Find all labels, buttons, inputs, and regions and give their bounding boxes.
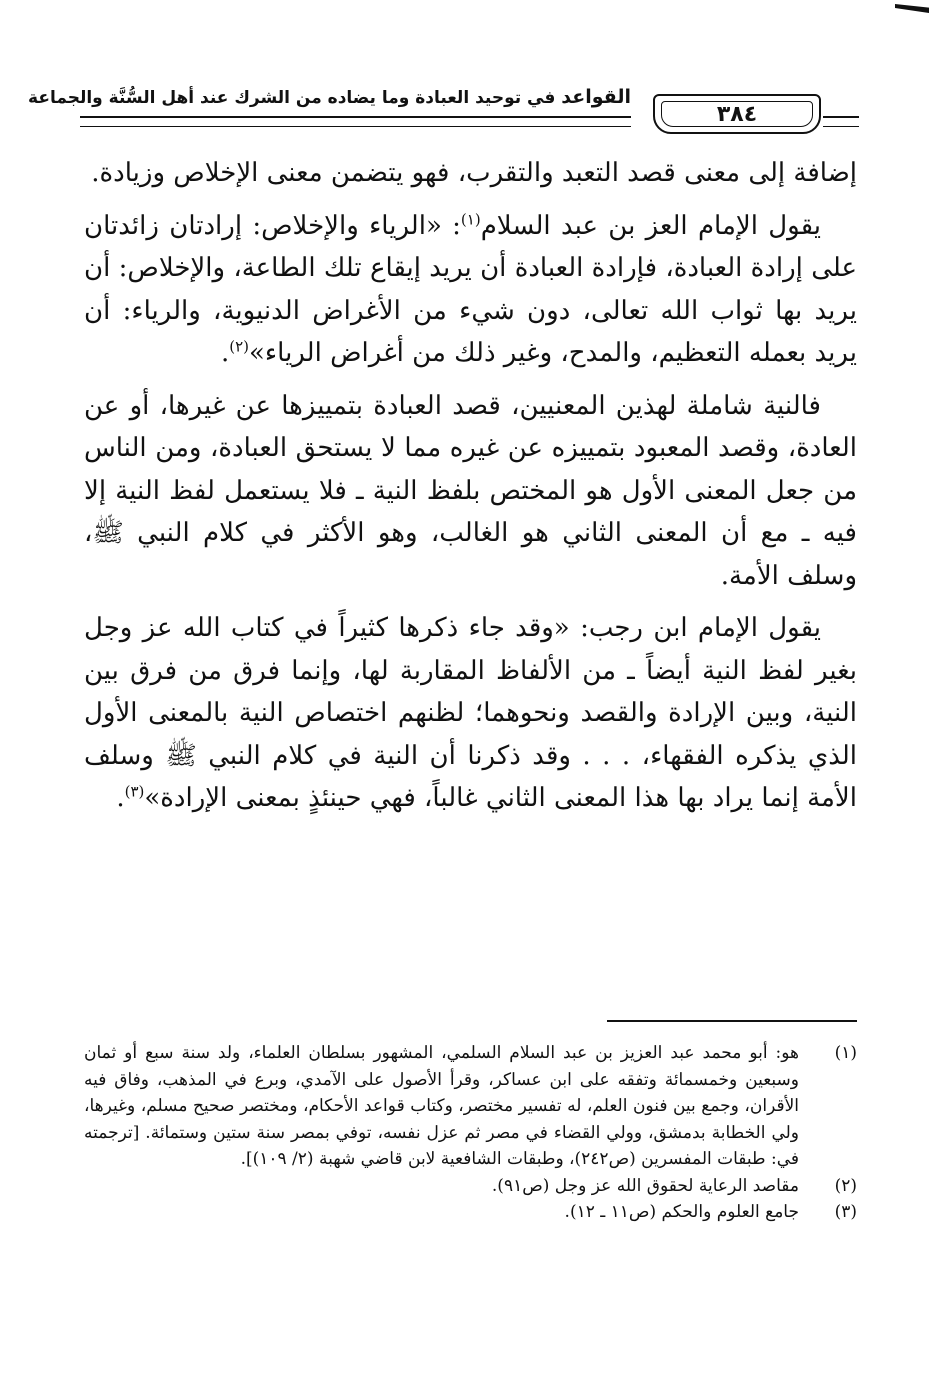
main-text — [84, 152, 857, 820]
footnote-marker-1[interactable]: (١) — [460, 209, 481, 228]
footnotes — [84, 1040, 857, 1226]
paragraph-2-quote: : «الرياء والإخلاص: إرادتان زائدتان على إرادة العبادة، فإرادة العبادة أن يريد إيقاع تلك الطاعة، والإخلاص: أن يريد بها ثواب الله تعالى، دون شيء من الأغراض الدنيوية، والرياء: أن يريد بعمله التعظيم، والمدح، وغير ذلك من أغراض الرياء» — [84, 210, 857, 368]
footnote-1 — [84, 1040, 857, 1173]
paragraph-4 — [84, 607, 857, 820]
running-title-lead: القواعد — [561, 86, 631, 108]
footnote-number: (٣) — [834, 1202, 857, 1222]
paragraph-3: فالنية شاملة لهذين المعنيين، قصد العبادة بتمييزها عن غيرها، أو عن العادة، وقصد المعبود بتمييزه عن غيره مما لا يستحق العبادة، ومن الناس من جعل المعنى الأول هو المختص بلفظ النية ـ فلا يستعمل لفظ النية إلا فيه ـ مع أن المعنى الثاني هو الغالب، وهو الأكثر في كلام النبي ﷺ، وسلف الأمة. — [84, 390, 857, 591]
page-number-rule — [823, 116, 859, 127]
footnote-text: هو: أبو محمد عبد العزيز بن عبد السلام السلمي، المشهور بسلطان العلماء، ولد سنة سبع أو ثمان وسبعين وخمسمائة وتفقه على ابن عساكر، وقرأ الأصول على الآمدي، وبرع في المذهب، وفاق فيه الأقران، وجمع بين فنون العلم، له تفسير مختصر، وكتاب قواعد الأحكام، ومختصر صحيح مسلم، وغيرها، ولي الخطابة بدمشق، وولي القضاء في مصر ثم عزل نفسه، توفي بمصر سنة ستين وستمائة. [ترجمته في: طبقات المفسرين (ص٢٤٢)، وطبقات الشافعية لابن قاضي شهبة (٢/ ١٠٩)]. — [84, 1043, 799, 1169]
footnote-2 — [84, 1173, 857, 1200]
paragraph-1: إضافة إلى معنى قصد التعبد والتقرب، فهو يتضمن معنى الإخلاص وزيادة. — [91, 158, 857, 188]
footnote-number: (٢) — [834, 1175, 857, 1196]
footnote-separator — [607, 1020, 857, 1022]
footnote-marker-2[interactable]: (٢) — [229, 337, 250, 356]
page-number-frame — [653, 94, 821, 134]
footnote-text: مقاصد الرعاية لحقوق الله عز وجل (ص٩١). — [491, 1175, 799, 1196]
header-rule — [80, 116, 631, 127]
footnote-marker-3[interactable]: (٣) — [124, 782, 145, 801]
page-number: ٣٨٤ — [716, 101, 758, 127]
running-title — [28, 86, 631, 108]
paragraph-2-period: . — [220, 338, 230, 368]
running-title-rest: في توحيد العبادة وما يضاده من الشرك عند أهل السُّنَّة والجماعة — [28, 88, 556, 108]
footnote-3 — [84, 1199, 857, 1226]
paragraph-4-period: . — [116, 783, 125, 813]
page-header — [28, 86, 859, 136]
footnote-text: جامع العلوم والحكم (ص١١ ـ ١٢). — [564, 1202, 799, 1222]
paragraph-2-lead: يقول الإمام العز بن عبد السلام — [480, 210, 821, 241]
paragraph-4-text: يقول الإمام ابن رجب: «وقد جاء ذكرها كثيراً في كتاب الله عز وجل بغير لفظ النية أيضاً ـ من الألفاظ المقاربة لها، وإنما فرق من فرق بين النية، وبين الإرادة والقصد ونحوهما؛ لظنهم اختصاص النية بالمعنى الأول الذي يذكره الفقهاء، . . . وقد ذكرنا أن النية في كلام النبي ﷺ وسلف الأمة إنما يراد بها هذا المعنى الثاني غالباً، فهي حينئذٍ بمعنى الإرادة» — [84, 613, 857, 813]
paragraph-2 — [84, 205, 857, 375]
footnote-number: (١) — [834, 1043, 857, 1063]
corner-scan-mark — [895, 4, 929, 13]
